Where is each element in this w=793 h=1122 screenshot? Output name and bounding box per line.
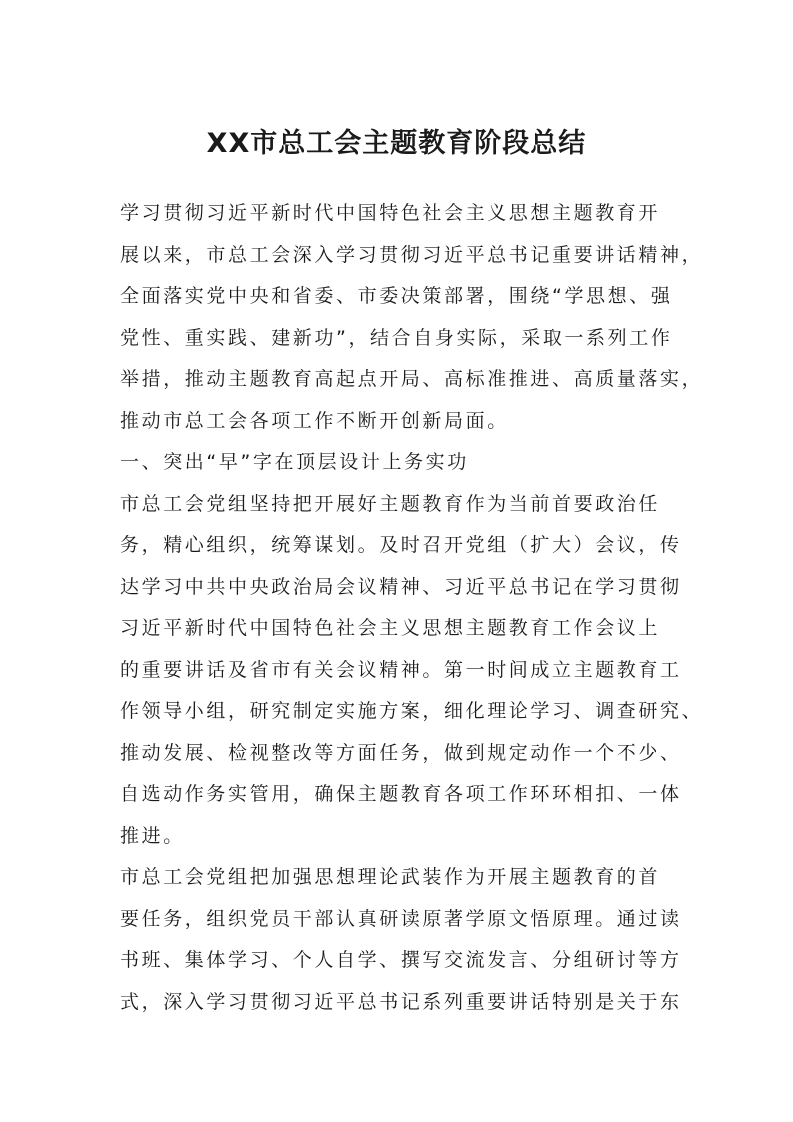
text-line: 达学习中共中央政治局会议精神、习近平总书记在学习贯彻 <box>120 575 682 598</box>
paragraph-intro <box>120 193 704 442</box>
paragraph-section-1 <box>120 484 704 858</box>
text-line: 要任务，组织党员干部认真研读原著学原文悟原理。通过读 <box>120 907 682 930</box>
text-line: 式，深入学习贯彻习近平总书记系列重要讲话特别是关于东 <box>120 990 682 1013</box>
paragraph-theory-study <box>120 857 680 1023</box>
text-line: 展以来，市总工会深入学习贯彻习近平总书记重要讲话精神， <box>120 243 704 266</box>
text-line: 自选动作务实管用，确保主题教育各项工作环环相扣、一体 <box>120 783 682 805</box>
text-line: 务，精心组织，统筹谋划。及时召开党组（扩大）会议，传 <box>120 534 682 556</box>
text-line: 市总工会党组把加强思想理论武装作为开展主题教育的首 <box>120 866 661 888</box>
text-line: 的重要讲话及省市有关会议精神。第一时间成立主题教育工 <box>120 658 682 681</box>
text-line: 举措，推动主题教育高起点开局、高标准推进、高质量落实， <box>120 368 704 390</box>
text-line: 全面落实党中央和省委、市委决策部署，围绕“学思想、强 <box>120 285 673 307</box>
text-line: 习近平新时代中国特色社会主义思想主题教育工作会议上 <box>120 617 661 639</box>
document-title: XX市总工会主题教育阶段总结 <box>206 128 587 159</box>
document-body <box>120 193 704 1023</box>
text-line: 推动市总工会各项工作不断开创新局面。 <box>120 409 509 432</box>
text-line: 作领导小组，研究制定实施方案，细化理论学习、调查研究、 <box>120 700 704 722</box>
text-line: 市总工会党组坚持把开展好主题教育作为当前首要政治任 <box>120 492 661 515</box>
heading-line: 一、突出“早”字在顶层设计上务实功 <box>120 451 469 473</box>
text-line: 学习贯彻习近平新时代中国特色社会主义思想主题教育开 <box>120 202 661 224</box>
text-line: 推进。 <box>120 824 185 847</box>
text-line: 书班、集体学习、个人自学、撰写交流发言、分组研讨等方 <box>120 949 682 971</box>
text-line: 党性、重实践、建新功”，结合自身实际，采取一系列工作 <box>120 326 673 349</box>
section-heading-1 <box>120 442 680 484</box>
text-line: 推动发展、检视整改等方面任务，做到规定动作一个不少、 <box>120 741 682 764</box>
